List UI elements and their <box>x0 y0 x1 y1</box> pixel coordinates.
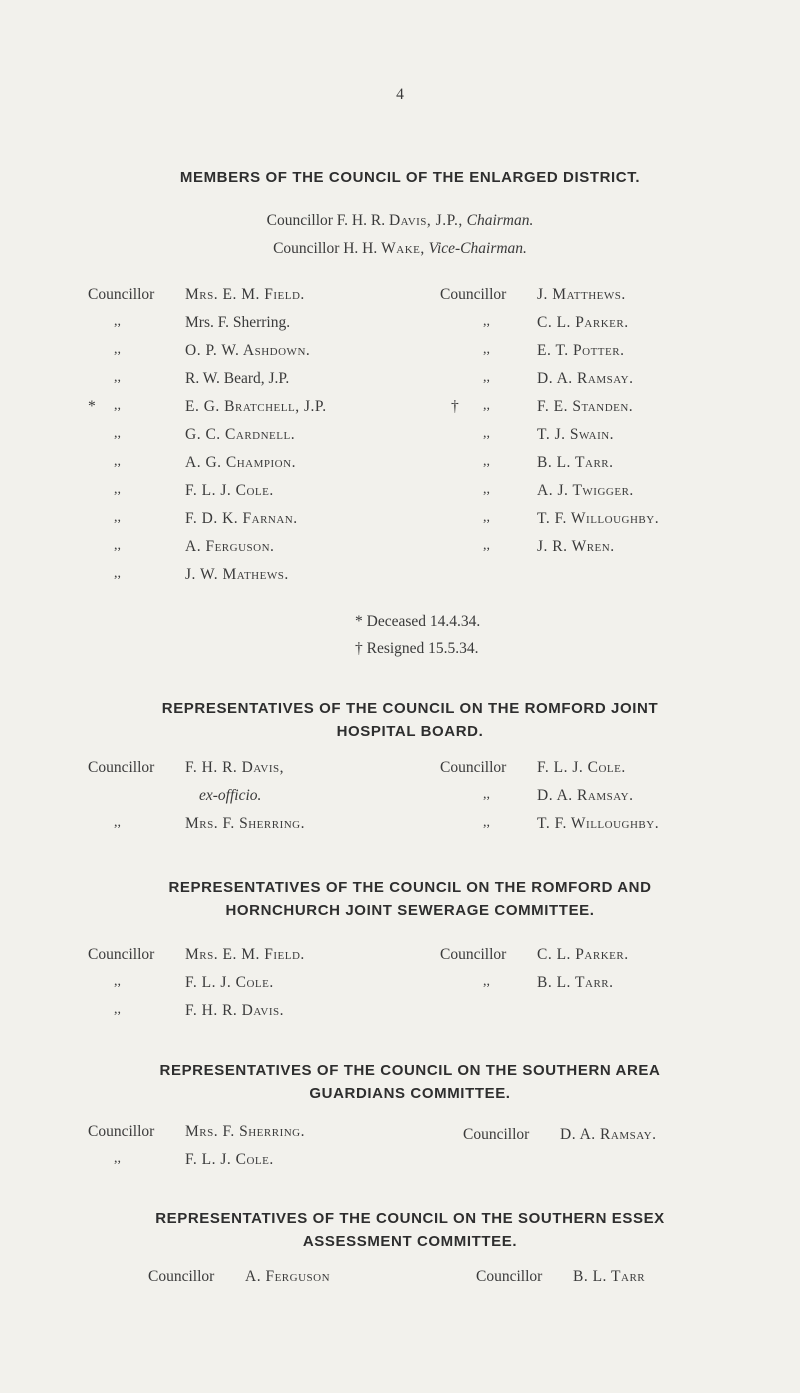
note-deceased: * Deceased 14.4.34. <box>355 613 481 630</box>
heading-line: REPRESENTATIVES OF THE COUNCIL ON THE ROMFORD JOINT <box>161 700 659 717</box>
ditto-mark: ,, <box>114 510 121 525</box>
section-heading-sewerage <box>60 876 760 922</box>
member-tarr: B. L. Tarr. <box>537 454 614 471</box>
section-heading-hospital-board <box>60 697 760 743</box>
member-mathews: J. W. Mathews. <box>185 566 289 583</box>
ditto-mark: ,, <box>114 454 121 469</box>
rep-cole: F. L. J. Cole. <box>537 759 626 776</box>
councillor-label: Councillor <box>440 946 507 963</box>
page-number: 4 <box>396 86 404 103</box>
heading-line: HORNCHURCH JOINT SEWERAGE COMMITTEE. <box>225 902 595 919</box>
member-matthews: J. Matthews. <box>537 286 626 303</box>
ditto-mark: ,, <box>114 974 121 989</box>
resigned-mark: † <box>451 398 459 415</box>
heading-line: HOSPITAL BOARD. <box>336 723 484 740</box>
ditto-mark: ,, <box>483 370 490 385</box>
councillor-label: Councillor <box>148 1268 215 1285</box>
ditto-mark: ,, <box>483 538 490 553</box>
ditto-mark: ,, <box>114 482 121 497</box>
note-resigned: † Resigned 15.5.34. <box>355 640 479 657</box>
member-champion: A. G. Champion. <box>185 454 296 471</box>
heading-line: ASSESSMENT COMMITTEE. <box>302 1233 518 1250</box>
chairman-role: Chairman. <box>466 212 534 229</box>
ditto-mark: ,, <box>114 398 121 413</box>
member-wren: J. R. Wren. <box>537 538 615 555</box>
ditto-mark: ,, <box>483 787 490 802</box>
section-heading-guardians <box>60 1059 760 1105</box>
councillor-label: Councillor <box>88 946 155 963</box>
rep-ex-officio <box>199 787 261 805</box>
rep-field: Mrs. E. M. Field. <box>185 946 305 963</box>
vice-chairman-name: Wake, <box>381 240 425 257</box>
ditto-mark: ,, <box>483 454 490 469</box>
vice-chairman-prefix: Councillor H. H. <box>273 240 378 257</box>
member-bratchell: E. G. Bratchell, J.P. <box>185 398 327 415</box>
rep-ferguson: A. Ferguson <box>245 1268 331 1285</box>
rep-ramsay: D. A. Ramsay. <box>537 787 634 804</box>
ditto-mark: ,, <box>114 1151 121 1166</box>
member-cardnell: G. C. Cardnell. <box>185 426 296 443</box>
rep-sherring: Mrs. F. Sherring. <box>185 1123 305 1140</box>
left-councillor-label: Councillor <box>88 286 155 303</box>
councillor-label: Councillor <box>463 1126 530 1143</box>
member-farnan: F. D. K. Farnan. <box>185 510 298 527</box>
heading-line: REPRESENTATIVES OF THE COUNCIL ON THE SOUTHERN ESSEX <box>155 1210 665 1227</box>
member-field: Mrs. E. M. Field. <box>185 286 305 303</box>
chairman-name: Davis, J.P., <box>388 212 463 229</box>
ex-officio-text: ex-officio. <box>199 787 262 804</box>
councillor-label: Councillor <box>440 759 507 776</box>
rep-cole: F. L. J. Cole. <box>185 1151 274 1168</box>
councillor-label: Councillor <box>88 759 155 776</box>
ditto-mark: ,, <box>483 342 490 357</box>
rep-davis: F. H. R. Davis, <box>185 759 284 776</box>
rep-sherring: Mrs. F. Sherring. <box>185 815 305 832</box>
member-cole: F. L. J. Cole. <box>185 482 274 499</box>
right-councillor-label: Councillor <box>440 286 507 303</box>
chairman-line <box>0 212 800 230</box>
section-heading-members: MEMBERS OF THE COUNCIL OF THE ENLARGED DISTRICT. <box>179 169 641 186</box>
councillor-label: Councillor <box>476 1268 543 1285</box>
member-swain: T. J. Swain. <box>537 426 615 443</box>
member-twigger: A. J. Twigger. <box>537 482 634 499</box>
rep-davis: F. H. R. Davis. <box>185 1002 284 1019</box>
rep-tarr: B. L. Tarr <box>573 1268 646 1285</box>
ditto-mark: ,, <box>483 974 490 989</box>
ditto-mark: ,, <box>483 482 490 497</box>
member-willoughby: T. F. Willoughby. <box>537 510 660 527</box>
ditto-mark: ,, <box>483 510 490 525</box>
member-standen: F. E. Standen. <box>537 398 634 415</box>
rep-willoughby: T. F. Willoughby. <box>537 815 660 832</box>
ditto-mark: ,, <box>483 314 490 329</box>
section-heading-assessment <box>60 1207 760 1253</box>
heading-line: GUARDIANS COMMITTEE. <box>309 1085 511 1102</box>
member-beard: R. W. Beard, J.P. <box>185 370 290 387</box>
member-potter: E. T. Potter. <box>537 342 625 359</box>
member-parker: C. L. Parker. <box>537 314 629 331</box>
member-ferguson: A. Ferguson. <box>185 538 275 555</box>
ditto-mark: ,, <box>114 314 121 329</box>
member-ramsay: D. A. Ramsay. <box>537 370 634 387</box>
member-ashdown: O. P. W. Ashdown. <box>185 342 311 359</box>
ditto-mark: ,, <box>114 566 121 581</box>
member-sherring: Mrs. F. Sherring. <box>185 314 291 331</box>
ditto-mark: ,, <box>483 426 490 441</box>
vice-chairman-line <box>0 240 800 258</box>
rep-parker: C. L. Parker. <box>537 946 629 963</box>
ditto-mark: ,, <box>114 538 121 553</box>
rep-cole: F. L. J. Cole. <box>185 974 274 991</box>
heading-line: REPRESENTATIVES OF THE COUNCIL ON THE ROMFORD AND <box>168 879 652 896</box>
ditto-mark: ,, <box>114 370 121 385</box>
ditto-mark: ,, <box>114 342 121 357</box>
chairman-prefix: Councillor F. H. R. <box>266 212 386 229</box>
ditto-mark: ,, <box>114 1002 121 1017</box>
ditto-mark: ,, <box>114 426 121 441</box>
rep-ramsay: D. A. Ramsay. <box>560 1126 657 1143</box>
deceased-mark: * <box>88 398 96 415</box>
councillor-label: Councillor <box>88 1123 155 1140</box>
heading-line: REPRESENTATIVES OF THE COUNCIL ON THE SOUTHERN AREA <box>159 1062 661 1079</box>
ditto-mark: ,, <box>114 815 121 830</box>
ditto-mark: ,, <box>483 398 490 413</box>
rep-tarr: B. L. Tarr. <box>537 974 614 991</box>
vice-chairman-role: Vice-Chairman. <box>428 240 527 257</box>
ditto-mark: ,, <box>483 815 490 830</box>
